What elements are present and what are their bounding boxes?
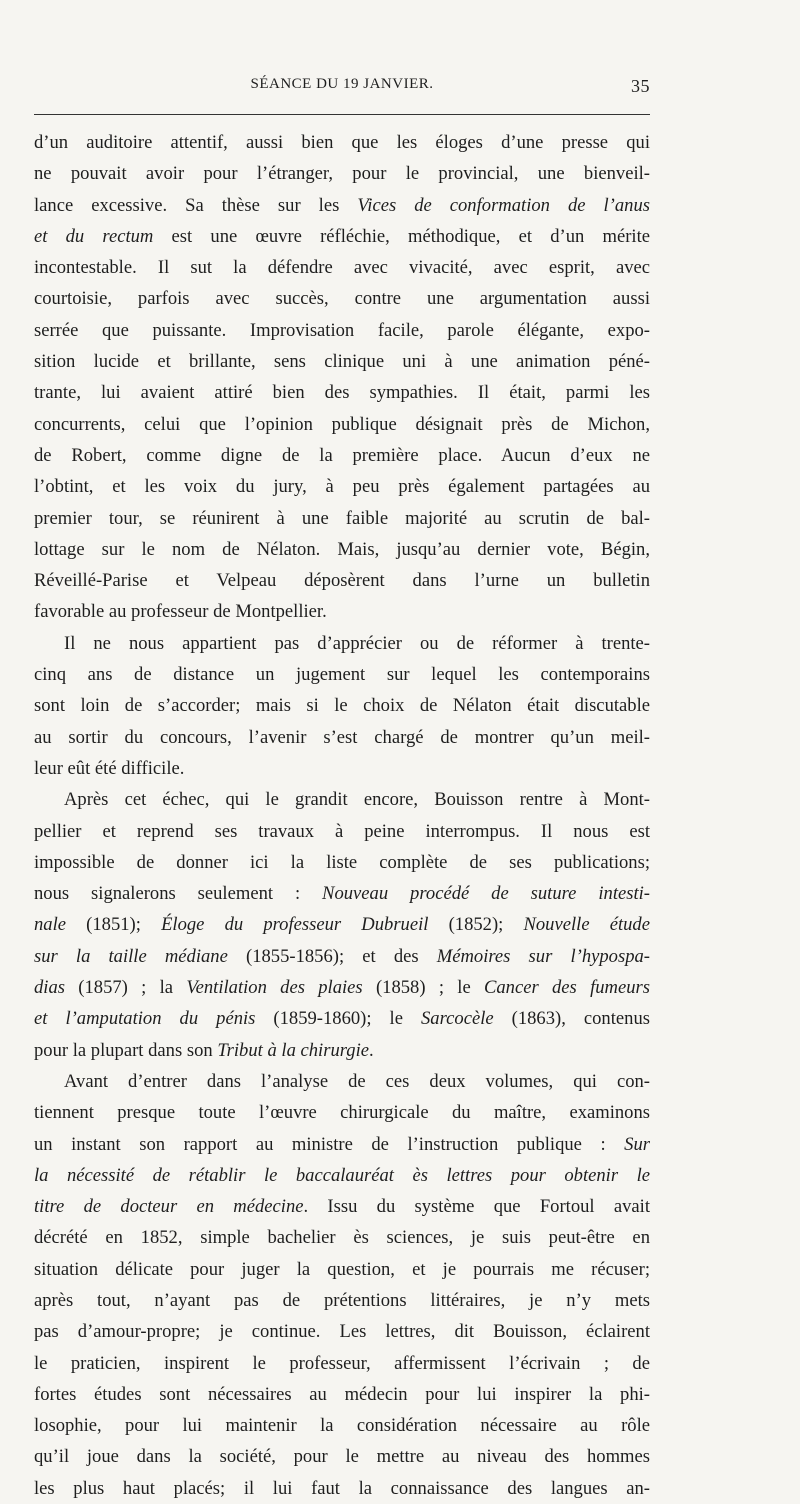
text-line: [34, 127, 650, 158]
text-line: [34, 1097, 650, 1128]
text-line: [34, 878, 650, 909]
text-line: [34, 659, 650, 690]
header-rule: [34, 114, 650, 115]
text-line: [34, 1160, 650, 1191]
italic-title: titre de docteur en médecine: [34, 1196, 304, 1218]
text-line: [34, 1410, 650, 1441]
italic-title: et du rectum: [34, 225, 154, 247]
text-line: [34, 1003, 650, 1034]
text-line: [34, 565, 650, 596]
text-line: [34, 972, 650, 1003]
text-line: [34, 722, 650, 753]
text-segment: courtoisie, parfois avec succès, contre une argumentation aussi: [34, 288, 650, 310]
text-segment: incontestable. Il sut la défendre avec vivacité, avec esprit, avec: [34, 257, 650, 279]
text-line: [34, 1285, 650, 1316]
text-line: [34, 628, 650, 659]
text-segment: sition lucide et brillante, sens clinique uni à une animation péné-: [34, 351, 650, 373]
text-line: [34, 753, 650, 784]
text-line: [34, 440, 650, 471]
text-line: [34, 1316, 650, 1347]
text-line: [34, 784, 650, 815]
text-line: [34, 909, 650, 940]
italic-title: Tribut à la chirurgie: [217, 1039, 370, 1061]
italic-title: Sur: [624, 1133, 650, 1155]
text-segment: favorable au professeur de Montpellier.: [34, 601, 327, 623]
text-segment: de Robert, comme digne de la première place. Aucun d’eux ne: [34, 444, 650, 466]
text-segment: lottage sur le nom de Nélaton. Mais, jusqu’au dernier vote, Bégin,: [34, 538, 650, 560]
text-segment: tiennent presque toute l’œuvre chirurgicale du maître, examinons: [34, 1102, 650, 1124]
text-line: [34, 596, 650, 627]
text-segment: premier tour, se réunirent à une faible majorité au scrutin de bal-: [34, 507, 650, 529]
italic-title: sur la taille médiane: [34, 945, 228, 967]
italic-title: Éloge du professeur Dubrueil: [161, 914, 429, 936]
text-segment: (1858) ; le: [362, 977, 484, 999]
text-line: [34, 503, 650, 534]
running-title: SÉANCE DU 19 JANVIER.: [250, 76, 434, 92]
italic-title: la nécessité de rétablir le baccalauréat ès lettres pour obtenir le: [34, 1164, 650, 1186]
text-segment: décrété en 1852, simple bachelier ès sciences, je suis peut-être en: [34, 1227, 650, 1249]
text-line: [34, 221, 650, 252]
italic-title: nale: [34, 914, 67, 936]
text-line: [34, 471, 650, 502]
italic-title: Ventilation des plaies: [186, 977, 363, 999]
text-segment: pas d’amour-propre; je continue. Les lettres, dit Bouisson, éclairent: [34, 1321, 650, 1343]
text-segment: Il ne nous appartient pas d’apprécier ou de réformer à trente-: [64, 632, 650, 654]
text-line: [34, 941, 650, 972]
text-line: [34, 158, 650, 189]
text-segment: situation délicate pour juger la question, et je pourrais me récuser;: [34, 1258, 650, 1280]
text-line: [34, 190, 650, 221]
text-segment: serrée que puissante. Improvisation facile, parole élégante, expo-: [34, 319, 650, 341]
text-segment: sont loin de s’accorder; mais si le choix de Nélaton était discutable: [34, 695, 650, 717]
text-line: [34, 252, 650, 283]
body-text: [34, 127, 650, 1504]
text-line: [34, 1348, 650, 1379]
italic-title: Nouveau procédé de suture intesti-: [322, 883, 650, 905]
text-segment: losophie, pour lui maintenir la considération nécessaire au rôle: [34, 1415, 650, 1437]
text-segment: Après cet échec, qui le grandit encore, Bouisson rentre à Mont-: [64, 789, 650, 811]
text-segment: (1851);: [66, 914, 162, 936]
text-segment: qu’il joue dans la société, pour le mettre au niveau des hommes: [34, 1446, 650, 1468]
italic-title: et l’amputation du pénis: [34, 1008, 256, 1030]
text-segment: (1857) ; la: [65, 977, 187, 999]
text-line: [34, 847, 650, 878]
text-segment: . Issu du système que Fortoul avait: [303, 1196, 650, 1218]
text-line: [34, 283, 650, 314]
text-segment: Réveillé-Parise et Velpeau déposèrent dans l’urne un bulletin: [34, 570, 650, 592]
italic-title: Vices de conformation de l’anus: [357, 194, 650, 216]
text-segment: leur eût été difficile.: [34, 757, 185, 779]
text-segment: nous signalerons seulement :: [34, 883, 323, 905]
italic-title: Mémoires sur l’hypospa-: [436, 945, 650, 967]
italic-title: dias: [34, 977, 65, 999]
text-segment: est une œuvre réfléchie, méthodique, et d’un mérite: [153, 225, 650, 247]
text-line: [34, 377, 650, 408]
text-segment: trante, lui avaient attiré bien des sympathies. Il était, parmi les: [34, 382, 650, 404]
text-segment: un instant son rapport au ministre de l’instruction publique :: [34, 1133, 625, 1155]
text-line: [34, 346, 650, 377]
text-segment: impossible de donner ici la liste complète de ses publications;: [34, 851, 650, 873]
italic-title: Cancer des fumeurs: [483, 977, 650, 999]
text-line: [34, 690, 650, 721]
text-segment: (1852);: [428, 914, 524, 936]
text-line: [34, 1473, 650, 1504]
text-line: [34, 315, 650, 346]
text-line: [34, 409, 650, 440]
text-segment: les plus haut placés; il lui faut la connaissance des langues an-: [34, 1477, 650, 1499]
text-segment: (1859-1860); le: [255, 1008, 421, 1030]
italic-title: Sarcocèle: [421, 1008, 494, 1030]
text-segment: cinq ans de distance un jugement sur lequel les contemporains: [34, 664, 650, 686]
text-segment: (1863), contenus: [493, 1008, 650, 1030]
text-segment: Avant d’entrer dans l’analyse de ces deux volumes, qui con-: [64, 1070, 650, 1092]
text-line: [34, 1129, 650, 1160]
text-line: [34, 1441, 650, 1472]
italic-title: Nouvelle étude: [523, 914, 650, 936]
text-line: [34, 1222, 650, 1253]
running-header: [34, 76, 650, 98]
text-segment: l’obtint, et les voix du jury, à peu près également partagées au: [34, 476, 650, 498]
text-line: [34, 1066, 650, 1097]
text-line: [34, 1035, 650, 1066]
text-segment: d’un auditoire attentif, aussi bien que les éloges d’une presse qui: [34, 132, 650, 153]
text-line: [34, 1254, 650, 1285]
text-segment: pour la plupart dans son: [34, 1039, 218, 1061]
text-segment: concurrents, celui que l’opinion publique désignait près de Michon,: [34, 413, 650, 435]
page-number: 35: [631, 76, 650, 96]
text-segment: ne pouvait avoir pour l’étranger, pour le provincial, une bienveil-: [34, 163, 650, 185]
text-line: [34, 816, 650, 847]
text-line: [34, 1379, 650, 1410]
text-segment: après tout, n’ayant pas de prétentions littéraires, je n’y mets: [34, 1289, 650, 1311]
text-segment: au sortir du concours, l’avenir s’est chargé de montrer qu’un meil-: [34, 726, 650, 748]
text-segment: .: [369, 1039, 374, 1061]
text-segment: le praticien, inspirent le professeur, affermissent l’écrivain ; de: [34, 1352, 650, 1374]
text-segment: (1855-1856); et des: [227, 945, 437, 967]
text-line: [34, 1191, 650, 1222]
text-segment: pellier et reprend ses travaux à peine interrompus. Il nous est: [34, 820, 650, 842]
text-line: [34, 534, 650, 565]
text-segment: lance excessive. Sa thèse sur les: [34, 194, 358, 216]
text-segment: fortes études sont nécessaires au médecin pour lui inspirer la phi-: [34, 1383, 650, 1405]
